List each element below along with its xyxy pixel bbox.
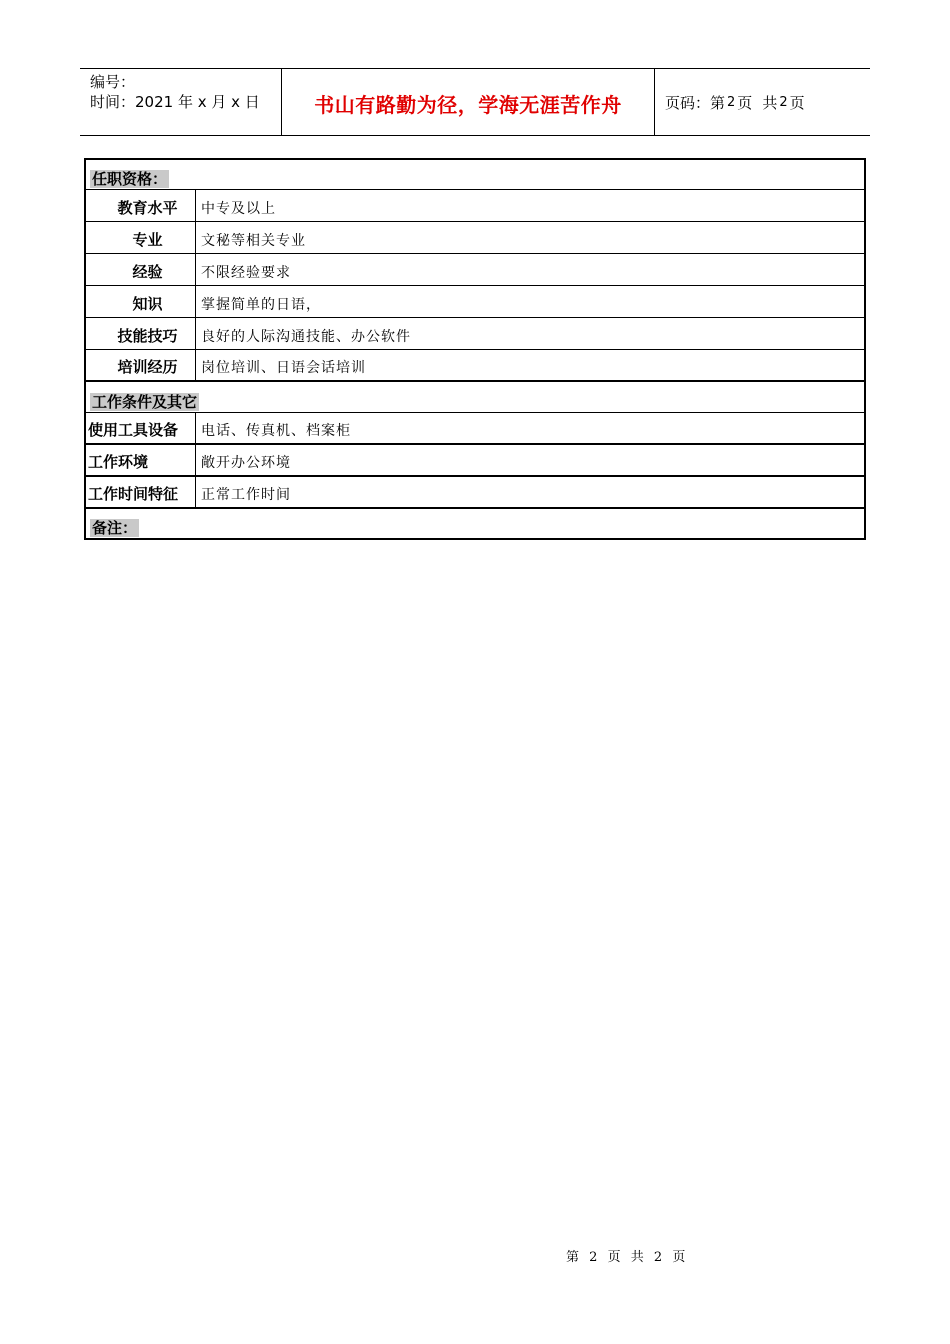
header-meta: [80, 69, 282, 135]
footer-page-indicator: [563, 1246, 688, 1265]
footer-word-di: 第: [566, 1250, 580, 1265]
row-value: 不限经验要求: [201, 265, 291, 281]
row-label: 技能技巧: [100, 318, 196, 349]
section-title-remarks: 备注：: [92, 519, 138, 537]
row-label: 工作环境: [86, 445, 196, 475]
table-row: [86, 318, 864, 350]
table-row: [86, 477, 864, 509]
section-title-qualifications: 任职资格：: [92, 170, 168, 188]
table-row: [86, 445, 864, 477]
row-value: 良好的人际沟通技能、办公软件: [201, 329, 411, 345]
table-row: [86, 286, 864, 318]
row-label: 使用工具设备: [86, 413, 196, 443]
header-page-indicator: [655, 69, 870, 135]
row-value: 正常工作时间: [201, 487, 291, 503]
footer-word-ye: 页: [607, 1250, 621, 1265]
section-header-qualifications: [86, 160, 864, 190]
footer-word-gong: 共: [630, 1250, 644, 1265]
document-time: 时间：2021 年 x 月 x 日: [90, 93, 260, 111]
page-total-prefix: 共: [762, 93, 778, 112]
footer-page-current: 2: [589, 1250, 598, 1265]
document-number-label: 编号：: [90, 73, 136, 91]
row-label: 专业: [100, 222, 196, 253]
table-row: [86, 190, 864, 222]
row-label: 教育水平: [100, 190, 196, 221]
footer-page-total: 2: [653, 1250, 663, 1265]
row-value: 掌握简单的日语，: [201, 297, 321, 313]
table-row: [86, 413, 864, 445]
header-motto: 书山有路勤为径，学海无涯苦作舟: [282, 69, 655, 135]
table-row: [86, 254, 864, 286]
section-header-remarks: [86, 509, 864, 538]
row-value: 电话、传真机、档案柜: [201, 423, 351, 439]
row-label: 工作时间特征: [86, 477, 196, 507]
row-value: 文秘等相关专业: [201, 233, 306, 249]
document-header: [80, 68, 870, 136]
page-total: 2: [779, 94, 788, 110]
row-value: 中专及以上: [201, 201, 276, 217]
footer-word-ye-2: 页: [672, 1250, 686, 1265]
page-prefix: 页码：第: [665, 93, 726, 112]
table-row: [86, 222, 864, 254]
job-requirements-table: [84, 158, 866, 540]
row-label: 经验: [100, 254, 196, 285]
page-suffix: 页: [789, 93, 805, 112]
row-value: 岗位培训、日语会话培训: [201, 360, 366, 376]
row-value: 敞开办公环境: [201, 455, 291, 471]
table-row: [86, 350, 864, 382]
row-label: 知识: [100, 286, 196, 317]
row-label: 培训经历: [100, 350, 196, 380]
page-mid: 页: [737, 93, 753, 112]
page-current: 2: [727, 94, 736, 110]
section-title-conditions: 工作条件及其它: [92, 393, 198, 411]
section-header-conditions: [86, 382, 864, 413]
